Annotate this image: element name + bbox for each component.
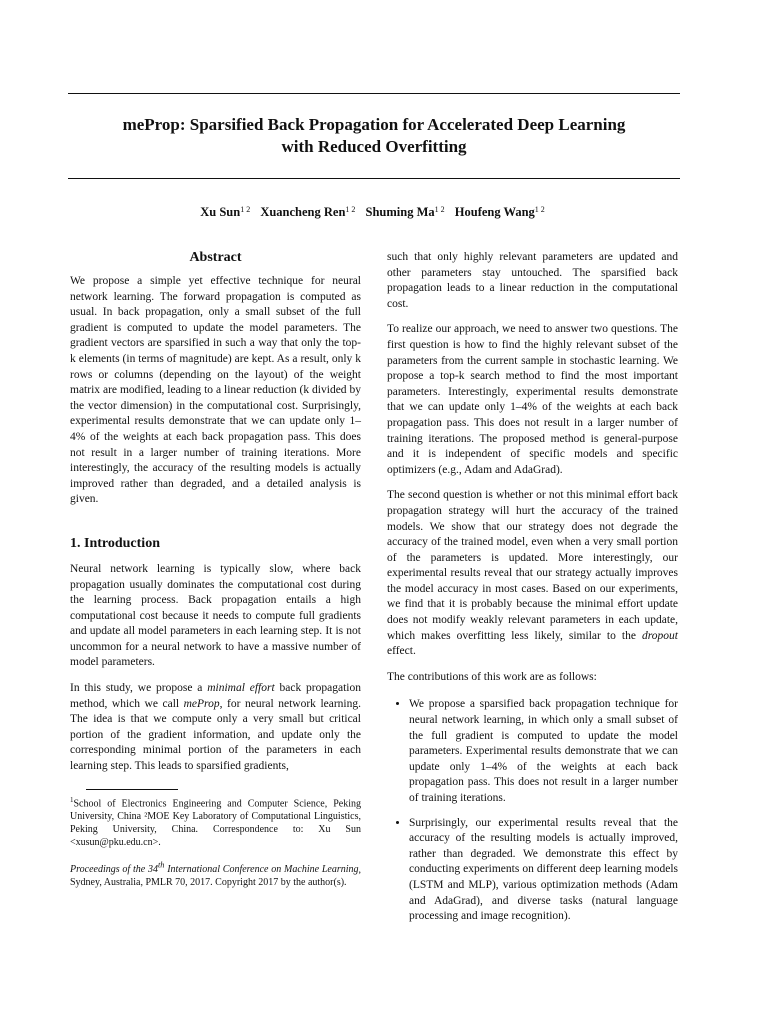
author-1: Xu Sun$^{1 2}$ [200,205,251,219]
title-bottom-rule [68,178,680,179]
right-paragraph-1: such that only highly relevant parameters are updated and other parameters stay untouched. The sparsified back propagation leads to a linear reduction in the computational cost. [387,251,678,310]
proceedings-note: Proceedings of the 34th International Conference on Machine Learning, Sydney, Australia, PMLR 70, 2017. Copyright 2017 by the author(s). [70,860,361,889]
contribution-item: • Surprisingly, our experimental results reveal that the accuracy of the resulting models is actually improved, rather than degraded. We demonstrate this effect by conducting experiments on different deep learning models (LSTM and MLP), various optimization methods (Adam and AdaGrad), and diverse tasks (natural language processing and image recognition). [409,816,678,925]
title-top-rule [68,93,680,94]
introduction-heading: 1. Introduction [70,535,160,551]
intro-paragraph-1: Neural network learning is typically slow, where back propagation usually dominates the computational cost during the learning process. Back propagation entails a high computational cost because it needs to compute full gradients and update all model parameters in each learning step. It is not uncommon for a neural network to have a massive number of model parameters. [70,562,361,669]
intro-paragraph-2: In this study, we propose a minimal effort back propagation method, which we call meProp, for neural network learning. The idea is that we compute only a very small but critical portion of the gradient information, and update only the corresponding minimal portion of the parameters in each learning step. This leads to sparsified gradients, [70,682,361,773]
paper-title [68,114,680,158]
author-4: Houfeng Wang$^{1 2}$ [454,205,545,219]
author-2: Xuancheng Ren$^{1 2}$ [260,205,356,219]
author-3: Shuming $Ma^{1 2}$ [365,205,445,219]
contributions-list [387,697,678,924]
right-column [387,250,678,934]
abstract-text: We propose a simple yet effective technique for neural network learning. The forward propagation is computed as usual. In back propagation, only a small subset of the full gradient is computed to update the model parameters. The gradient vectors are sparsified in such a way that only the top-k elements (in terms of magnitude) are kept. As a result, only k rows or columns (depending on the layout) of the weight matrix are modified, leading to a linear reduction (k divided by the vector dimension) in the computational cost. Surprisingly, experimental results demonstrate that we can update only 1–4% of the weights at each back propagation pass. This does not result in a larger number of training iterations. More interestingly, the accuracy of the resulting models is actually improved rather than degraded, and a detailed analysis is given. [70,275,361,506]
footnote-rule [86,789,178,790]
contribution-item: • We propose a sparsified back propagation technique for neural network learning, in which only a small subset of the full gradient is computed to update the model parameters. Experimental results demonstrate that we can update only 1–4% of the weights at each back propagation pass. This does not result in a larger number of training iterations. [409,697,678,806]
contributions-intro: The contributions of this work are as follows: [387,670,597,683]
right-paragraph-3: The second question is whether or not this minimal effort back propagation strategy will hurt the accuracy of the trained models. We show that our strategy does not degrade the accuracy of the trained model, even when a very small portion of the parameters is updated. More interestingly, our experimental results reveal that our strategy actually improves the model accuracy in most cases. Based on our experiments, we find that it is probably because the minimal effort update does not modify weakly relevant parameters in each update, which makes overfitting less likely, similar to the dropout effect. [387,489,678,658]
abstract-heading: Abstract [189,250,242,265]
left-column [70,250,361,899]
affiliation-footnote: $^1$School of Electronics Engineering and Computer Science, Peking University, China ²MOE Key Laboratory of Computational Linguistics, Peking University, China. Correspondence to: Xu Sun <xusun@pku.edu.cn>. [70,795,361,848]
author-list [68,205,680,220]
right-paragraph-2: To realize our approach, we need to answer two questions. The first question is how to find the highly relevant subset of the parameters from the current sample in stochastic learning. We propose a top-k search method to find the most important parameters. Interestingly, experimental results demonstrate that we can update only 1–4% of the weights at each back propagation pass. This does not result in a larger number of training iterations. The proposed method is general-purpose and it is independent of specific models and specific optimizers (e.g., Adam and AdaGrad). [387,323,678,476]
title-line-1: meProp: Sparsified Back Propagation for Accelerated Deep Learning [122,115,626,134]
title-line-2: with Reduced Overfitting [281,137,467,156]
abstract-block [70,274,361,508]
